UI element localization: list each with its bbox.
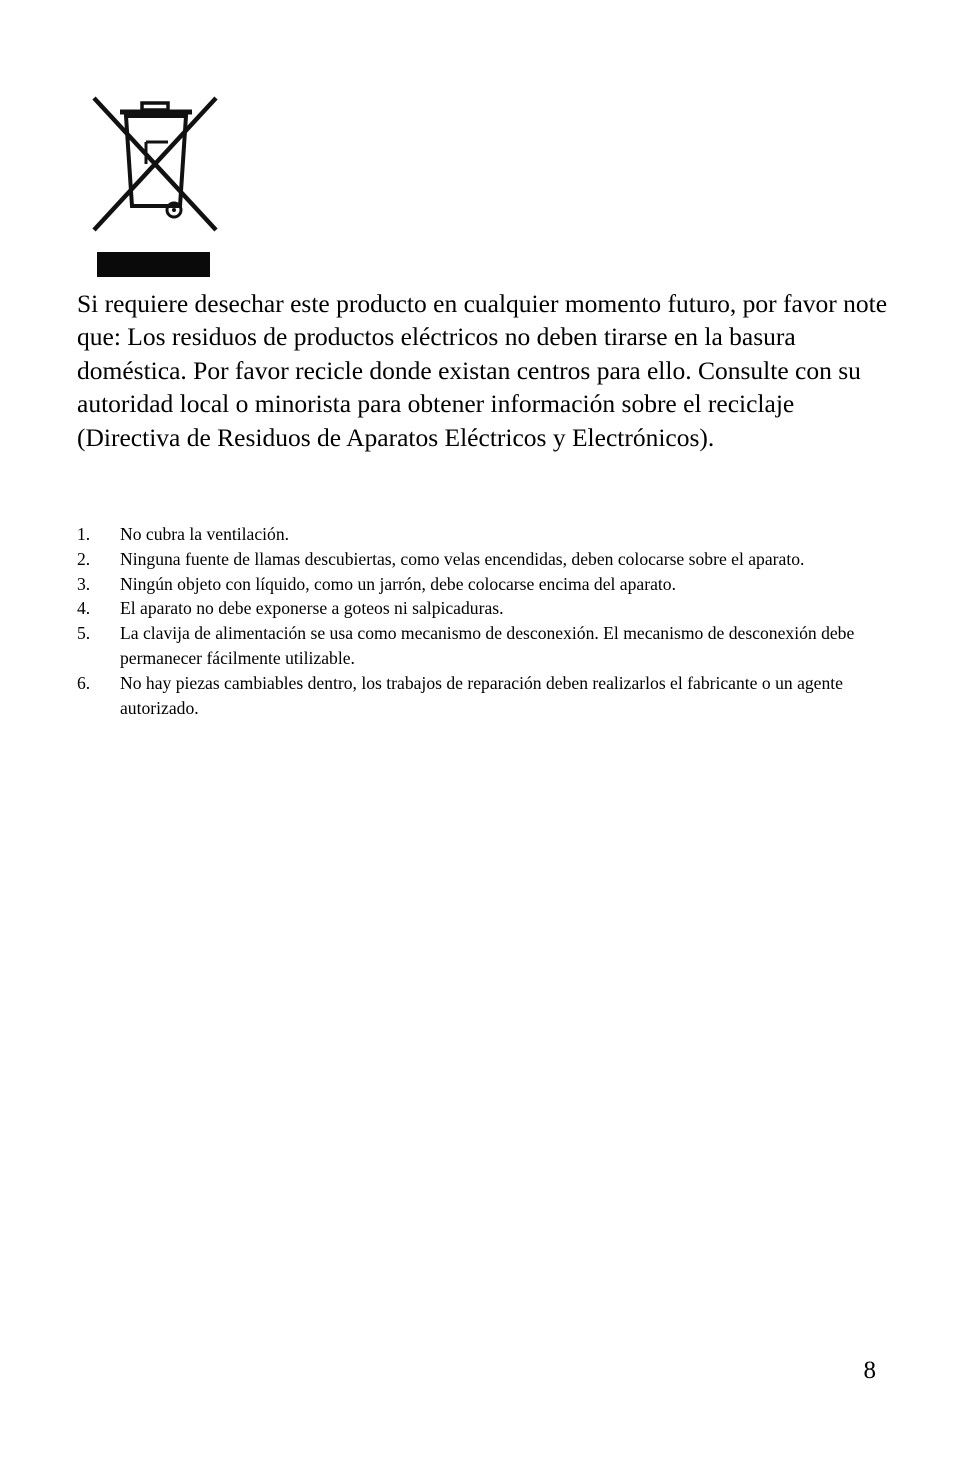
list-item-text: No cubra la ventilación. xyxy=(120,524,290,544)
list-item-number: 6. xyxy=(77,672,91,693)
list-item-text: No hay piezas cambiables dentro, los trabajos de reparación deben realizarlos el fabricante o un agente autorizado. xyxy=(120,672,843,718)
page-number: 8 xyxy=(863,1357,876,1384)
list-item-number: 1. xyxy=(77,524,91,544)
list-item-number: 3. xyxy=(77,573,91,594)
list-item xyxy=(77,522,877,547)
list-item xyxy=(77,621,877,671)
list-item-text: El aparato no debe exponerse a goteos ni salpicaduras. xyxy=(120,598,504,619)
crossed-out-wheeled-bin-icon xyxy=(90,94,220,280)
safety-instructions-list xyxy=(77,522,877,720)
list-item xyxy=(77,572,877,597)
list-item-number: 5. xyxy=(77,623,91,644)
disposal-notice: Si requiere desechar este producto en cualquier momento futuro, por favor note que: Los residuos de productos eléctricos no deben tirarse en la basura doméstica. Por favor recicle donde existan centros para ello. Consulte con su autoridad local o minorista para obtener información sobre el reciclaje (Directiva de Residuos de Aparatos Eléctricos y Electrónicos). xyxy=(77,289,888,452)
list-item-number: 4. xyxy=(77,598,91,619)
list-item-number: 2. xyxy=(77,548,91,569)
list-item-text: La clavija de alimentación se usa como mecanismo de desconexión. El mecanismo de desconexión debe permanecer fácilmente utilizable. xyxy=(120,623,855,668)
list-item-text: Ninguna fuente de llamas descubiertas, como velas encendidas, deben colocarse sobre el aparato. xyxy=(120,548,805,569)
list-item xyxy=(77,596,877,621)
list-item xyxy=(77,547,877,572)
list-item-text: Ningún objeto con líquido, como un jarrón, debe colocarse encima del aparato. xyxy=(120,573,676,594)
list-item xyxy=(77,671,877,721)
